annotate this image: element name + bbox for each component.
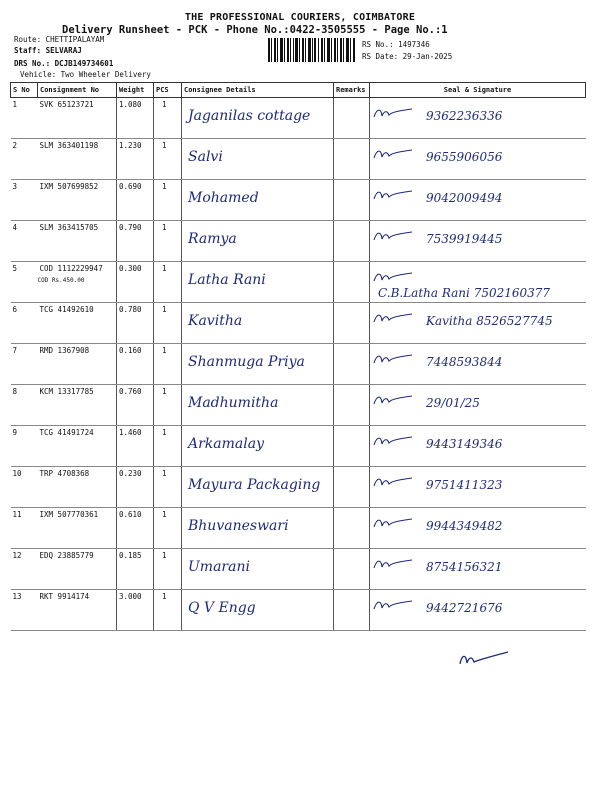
cell-consignee xyxy=(182,98,334,139)
cell-consignee xyxy=(182,549,334,590)
consignment-number: RKT 9914174 xyxy=(39,592,90,601)
staff-label: Staff: SELVARAJ xyxy=(14,46,82,55)
cell-consignee xyxy=(182,303,334,344)
cell-consignee xyxy=(182,262,334,303)
cell-signature xyxy=(370,221,586,262)
signature-handwriting: C.B.Latha Rani 7502160377 xyxy=(378,286,551,300)
consignment-number: TCG 41492610 xyxy=(39,305,94,314)
cell-remarks xyxy=(334,344,370,385)
cell-sno: 5 xyxy=(11,262,38,303)
table-row xyxy=(11,508,586,549)
cell-remarks xyxy=(334,180,370,221)
cell-sno: 11 xyxy=(11,508,38,549)
cell-sno: 9 xyxy=(11,426,38,467)
cell-pcs: 1 xyxy=(154,139,182,180)
cell-pcs: 1 xyxy=(154,344,182,385)
signature-handwriting: 9655906056 xyxy=(426,150,503,164)
runsheet-table-container xyxy=(10,82,585,631)
cell-signature xyxy=(370,139,586,180)
consignment-number: TCG 41491724 xyxy=(39,428,94,437)
route-label: Route: CHETTIPALAYAM xyxy=(14,35,105,44)
cell-weight: 1.230 xyxy=(117,139,154,180)
cell-consignee xyxy=(182,426,334,467)
signature-handwriting: 9443149346 xyxy=(426,437,503,451)
cell-sno: 12 xyxy=(11,549,38,590)
cell-signature xyxy=(370,344,586,385)
signature-handwriting: 7539919445 xyxy=(426,232,503,246)
consignee-handwriting: Latha Rani xyxy=(188,272,266,288)
consignee-handwriting: Mayura Packaging xyxy=(188,477,321,493)
cell-weight: 0.690 xyxy=(117,180,154,221)
table-row xyxy=(11,467,586,508)
cell-pcs: 1 xyxy=(154,98,182,139)
consignment-number: TRP 4708368 xyxy=(39,469,90,478)
signature-handwriting: 7448593844 xyxy=(426,355,503,369)
cell-sno: 8 xyxy=(11,385,38,426)
col-header-remarks: Remarks xyxy=(334,83,370,98)
consignee-handwriting: Ramya xyxy=(188,231,237,247)
cell-remarks xyxy=(334,467,370,508)
cell-consignment xyxy=(38,98,117,139)
cell-consignee xyxy=(182,508,334,549)
signature-scrawl xyxy=(372,516,414,530)
cell-pcs: 1 xyxy=(154,385,182,426)
cell-remarks xyxy=(334,426,370,467)
signature-scrawl xyxy=(372,188,414,202)
table-row xyxy=(11,303,586,344)
cell-consignment xyxy=(38,508,117,549)
cell-sno: 1 xyxy=(11,98,38,139)
cell-remarks xyxy=(334,590,370,631)
table-row xyxy=(11,180,586,221)
consignee-handwriting: Mohamed xyxy=(188,190,259,206)
consignee-handwriting: Q V Engg xyxy=(188,600,256,616)
cell-remarks xyxy=(334,508,370,549)
cell-remarks xyxy=(334,139,370,180)
cell-weight: 0.185 xyxy=(117,549,154,590)
cell-pcs: 1 xyxy=(154,467,182,508)
consignee-handwriting: Umarani xyxy=(188,559,250,575)
cell-consignee xyxy=(182,139,334,180)
cell-consignee xyxy=(182,590,334,631)
vehicle-label: Vehicle: Two Wheeler Delivery xyxy=(20,70,151,79)
cell-consignment xyxy=(38,303,117,344)
col-header-signature: Seal & Signature xyxy=(370,83,586,98)
signature-scrawl xyxy=(372,475,414,489)
cell-consignment xyxy=(38,590,117,631)
consignment-number: SLM 363415705 xyxy=(39,223,99,232)
signature-scrawl xyxy=(372,229,414,243)
signature-scrawl xyxy=(372,352,414,366)
col-header-pcs: PCS xyxy=(154,83,182,98)
cell-signature xyxy=(370,590,586,631)
consignee-handwriting: Kavitha xyxy=(188,313,243,329)
col-header-sno: S No xyxy=(11,83,38,98)
cell-sno: 4 xyxy=(11,221,38,262)
signature-scrawl xyxy=(372,106,414,120)
cell-consignment xyxy=(38,467,117,508)
table-row xyxy=(11,426,586,467)
cell-consignee xyxy=(182,344,334,385)
signature-handwriting: Kavitha 8526527745 xyxy=(426,314,553,328)
cell-weight: 0.610 xyxy=(117,508,154,549)
signature-handwriting: 29/01/25 xyxy=(426,396,480,410)
cell-weight: 0.790 xyxy=(117,221,154,262)
cell-consignment xyxy=(38,180,117,221)
cell-consignment xyxy=(38,262,117,303)
table-row xyxy=(11,98,586,139)
signature-handwriting: 9751411323 xyxy=(426,478,503,492)
signature-scrawl xyxy=(372,147,414,161)
consignee-handwriting: Jaganilas cottage xyxy=(188,108,311,124)
runsheet-table xyxy=(10,82,586,631)
rs-number: RS No.: 1497346 xyxy=(362,40,430,49)
cell-sno: 6 xyxy=(11,303,38,344)
table-row xyxy=(11,139,586,180)
signature-scrawl xyxy=(372,598,414,612)
signature-handwriting: 9042009494 xyxy=(426,191,503,205)
cell-consignment xyxy=(38,549,117,590)
cell-consignment xyxy=(38,139,117,180)
signature-scrawl xyxy=(372,557,414,571)
drs-number: DRS No.: DCJB149734601 xyxy=(14,59,114,68)
cell-weight: 0.160 xyxy=(117,344,154,385)
cell-pcs: 1 xyxy=(154,221,182,262)
cell-signature xyxy=(370,426,586,467)
consignee-handwriting: Arkamalay xyxy=(188,436,264,452)
cell-signature xyxy=(370,180,586,221)
table-row xyxy=(11,549,586,590)
cell-consignment xyxy=(38,221,117,262)
table-row xyxy=(11,385,586,426)
table-row xyxy=(11,590,586,631)
col-header-consignment: Consignment No xyxy=(38,83,117,98)
signature-scrawl xyxy=(372,311,414,325)
signature-scrawl xyxy=(372,393,414,407)
staff-signature-scrawl xyxy=(456,648,512,670)
cell-signature xyxy=(370,549,586,590)
cell-weight: 1.080 xyxy=(117,98,154,139)
consignment-number: RMD 1367908 xyxy=(39,346,90,355)
cell-remarks xyxy=(334,385,370,426)
consignment-number: KCM 13317785 xyxy=(39,387,94,396)
cell-signature xyxy=(370,303,586,344)
signature-handwriting: 8754156321 xyxy=(426,560,503,574)
cell-weight: 1.460 xyxy=(117,426,154,467)
cell-sno: 10 xyxy=(11,467,38,508)
cell-weight: 0.780 xyxy=(117,303,154,344)
consignee-handwriting: Salvi xyxy=(188,149,223,165)
cell-pcs: 1 xyxy=(154,180,182,221)
cell-pcs: 1 xyxy=(154,262,182,303)
table-body xyxy=(11,98,586,631)
cell-sno: 13 xyxy=(11,590,38,631)
cell-pcs: 1 xyxy=(154,303,182,344)
cell-signature xyxy=(370,262,586,303)
table-header-row xyxy=(11,83,586,98)
cell-remarks xyxy=(334,221,370,262)
cell-consignee xyxy=(182,221,334,262)
runsheet-title: Delivery Runsheet - PCK - Phone No.:0422-3505555 - Page No.:1 xyxy=(62,24,448,36)
cell-signature xyxy=(370,385,586,426)
signature-handwriting: 9362236336 xyxy=(426,109,503,123)
cell-consignee xyxy=(182,467,334,508)
consignment-number: SLM 363401198 xyxy=(39,141,99,150)
consignee-handwriting: Shanmuga Priya xyxy=(188,354,305,370)
barcode-image xyxy=(268,38,356,62)
col-header-weight: Weight xyxy=(117,83,154,98)
consignment-number: COD 1112229947 xyxy=(39,264,103,273)
cell-pcs: 1 xyxy=(154,426,182,467)
signature-handwriting: 9442721676 xyxy=(426,601,503,615)
consignment-number: EDQ 23885779 xyxy=(39,551,94,560)
cell-signature xyxy=(370,98,586,139)
cell-consignment xyxy=(38,426,117,467)
cell-pcs: 1 xyxy=(154,508,182,549)
cell-sno: 3 xyxy=(11,180,38,221)
signature-scrawl xyxy=(372,434,414,448)
signature-handwriting: 9944349482 xyxy=(426,519,503,533)
cod-amount: COD Rs.450.00 xyxy=(37,277,85,284)
cell-signature xyxy=(370,508,586,549)
rs-date: RS Date: 29-Jan-2025 xyxy=(362,52,453,61)
cell-remarks xyxy=(334,303,370,344)
cell-sno: 7 xyxy=(11,344,38,385)
cell-remarks xyxy=(334,549,370,590)
cell-consignee xyxy=(182,180,334,221)
cell-weight: 0.300 xyxy=(117,262,154,303)
cell-remarks xyxy=(334,262,370,303)
table-row xyxy=(11,344,586,385)
consignee-handwriting: Madhumitha xyxy=(188,395,279,411)
cell-pcs: 1 xyxy=(154,549,182,590)
cell-remarks xyxy=(334,98,370,139)
consignment-number: IXM 507699852 xyxy=(39,182,99,191)
consignee-handwriting: Bhuvaneswari xyxy=(188,518,289,534)
cell-weight: 0.230 xyxy=(117,467,154,508)
cell-consignee xyxy=(182,385,334,426)
signature-scrawl xyxy=(372,270,414,284)
cell-consignment xyxy=(38,385,117,426)
cell-sno: 2 xyxy=(11,139,38,180)
cell-pcs: 1 xyxy=(154,590,182,631)
consignment-number: IXM 507770361 xyxy=(39,510,99,519)
consignment-number: SVK 65123721 xyxy=(39,100,94,109)
table-row xyxy=(11,221,586,262)
cell-consignment xyxy=(38,344,117,385)
table-row xyxy=(11,262,586,303)
cell-weight: 0.760 xyxy=(117,385,154,426)
company-name: THE PROFESSIONAL COURIERS, COIMBATORE xyxy=(184,12,416,23)
cell-signature xyxy=(370,467,586,508)
col-header-consignee: Consignee Details xyxy=(182,83,334,98)
cell-weight: 3.000 xyxy=(117,590,154,631)
